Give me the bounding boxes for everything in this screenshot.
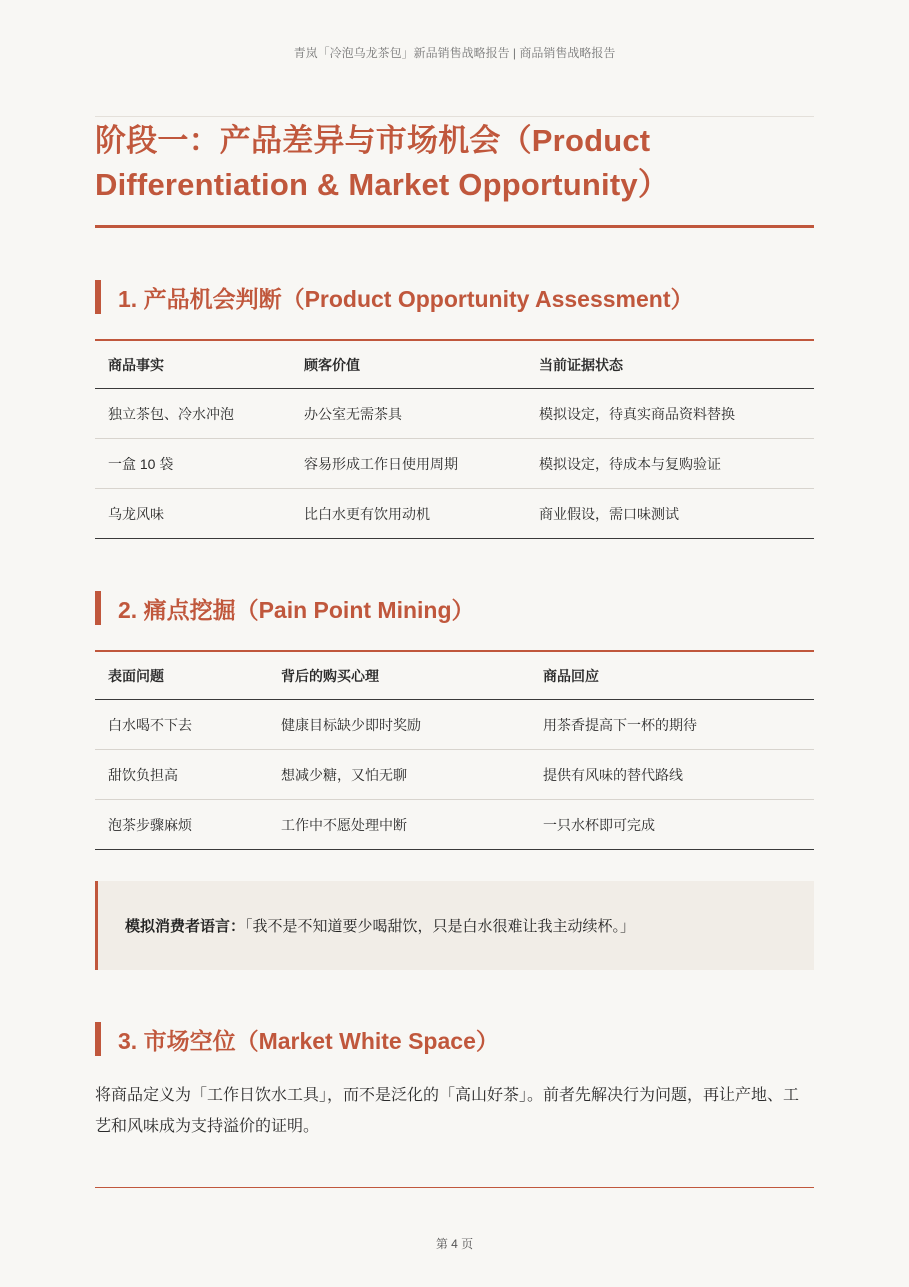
table-row: [95, 439, 814, 489]
report-page: [95, 116, 814, 1158]
pain-point-table: [95, 650, 814, 850]
table-row: [95, 750, 814, 800]
table-cell: 白水喝不下去: [95, 700, 268, 750]
quote-text: 「我不是不知道要少喝甜饮，只是白水很难让我主动续杯。」: [245, 918, 636, 935]
section-body-text: 将商品定义为「工作日饮水工具」，而不是泛化的「高山好茶」。前者先解决行为问题，再让产地、工艺和风味成为支持溢价的证明。: [95, 1087, 800, 1135]
table-row: [95, 800, 814, 850]
table-cell: 独立茶包、冷水冲泡: [95, 389, 291, 439]
column-header: 背后的购买心理: [268, 651, 530, 700]
table-cell: 健康目标缺少即时奖励: [268, 700, 530, 750]
table-cell: 商业假设，需口味测试: [526, 489, 814, 539]
column-header: 商品事实: [95, 340, 291, 389]
running-header: 青岚「冷泡乌龙茶包」新品销售战略报告 | 商品销售战略报告: [293, 46, 616, 60]
table-cell: 想减少糖，又怕无聊: [268, 750, 530, 800]
table-row: [95, 700, 814, 750]
table-cell: 办公室无需茶具: [291, 389, 526, 439]
table-cell: 模拟设定，待真实商品资料替换: [526, 389, 814, 439]
section-title-opportunity: 1. 产品机会判断（Product Opportunity Assessment）: [95, 280, 814, 314]
chapter-divider: [95, 225, 814, 228]
table-cell: 用茶香提高下一杯的期待: [530, 700, 814, 750]
footer-divider: [95, 1187, 814, 1188]
table-cell: 乌龙风味: [95, 489, 291, 539]
table-cell: 泡茶步骤麻烦: [95, 800, 268, 850]
column-header: 当前证据状态: [526, 340, 814, 389]
section-title-pain-points: 2. 痛点挖掘（Pain Point Mining）: [95, 591, 814, 625]
table-cell: 一只水杯即可完成: [530, 800, 814, 850]
table-header-row: [95, 651, 814, 700]
opportunity-table: [95, 339, 814, 539]
page-number: 第 4 页: [435, 1237, 474, 1251]
table-cell: 比白水更有饮用动机: [291, 489, 526, 539]
column-header: 表面问题: [95, 651, 268, 700]
table-row: [95, 389, 814, 439]
table-cell: 模拟设定，待成本与复购验证: [526, 439, 814, 489]
quote-label: 模拟消费者语言：: [125, 918, 246, 935]
column-header: 顾客价值: [291, 340, 526, 389]
section-title-white-space: 3. 市场空位（Market White Space）: [95, 1022, 814, 1056]
table-row: [95, 489, 814, 539]
column-header: 商品回应: [530, 651, 814, 700]
chapter-title: 阶段一：产品差异与市场机会（Product Differentiation & Market Opportunity）: [95, 123, 670, 202]
table-cell: 一盒 10 袋: [95, 439, 291, 489]
table-cell: 容易形成工作日使用周期: [291, 439, 526, 489]
table-header-row: [95, 340, 814, 389]
table-cell: 工作中不愿处理中断: [268, 800, 530, 850]
consumer-quote: [95, 881, 814, 970]
table-cell: 甜饮负担高: [95, 750, 268, 800]
table-cell: 提供有风味的替代路线: [530, 750, 814, 800]
